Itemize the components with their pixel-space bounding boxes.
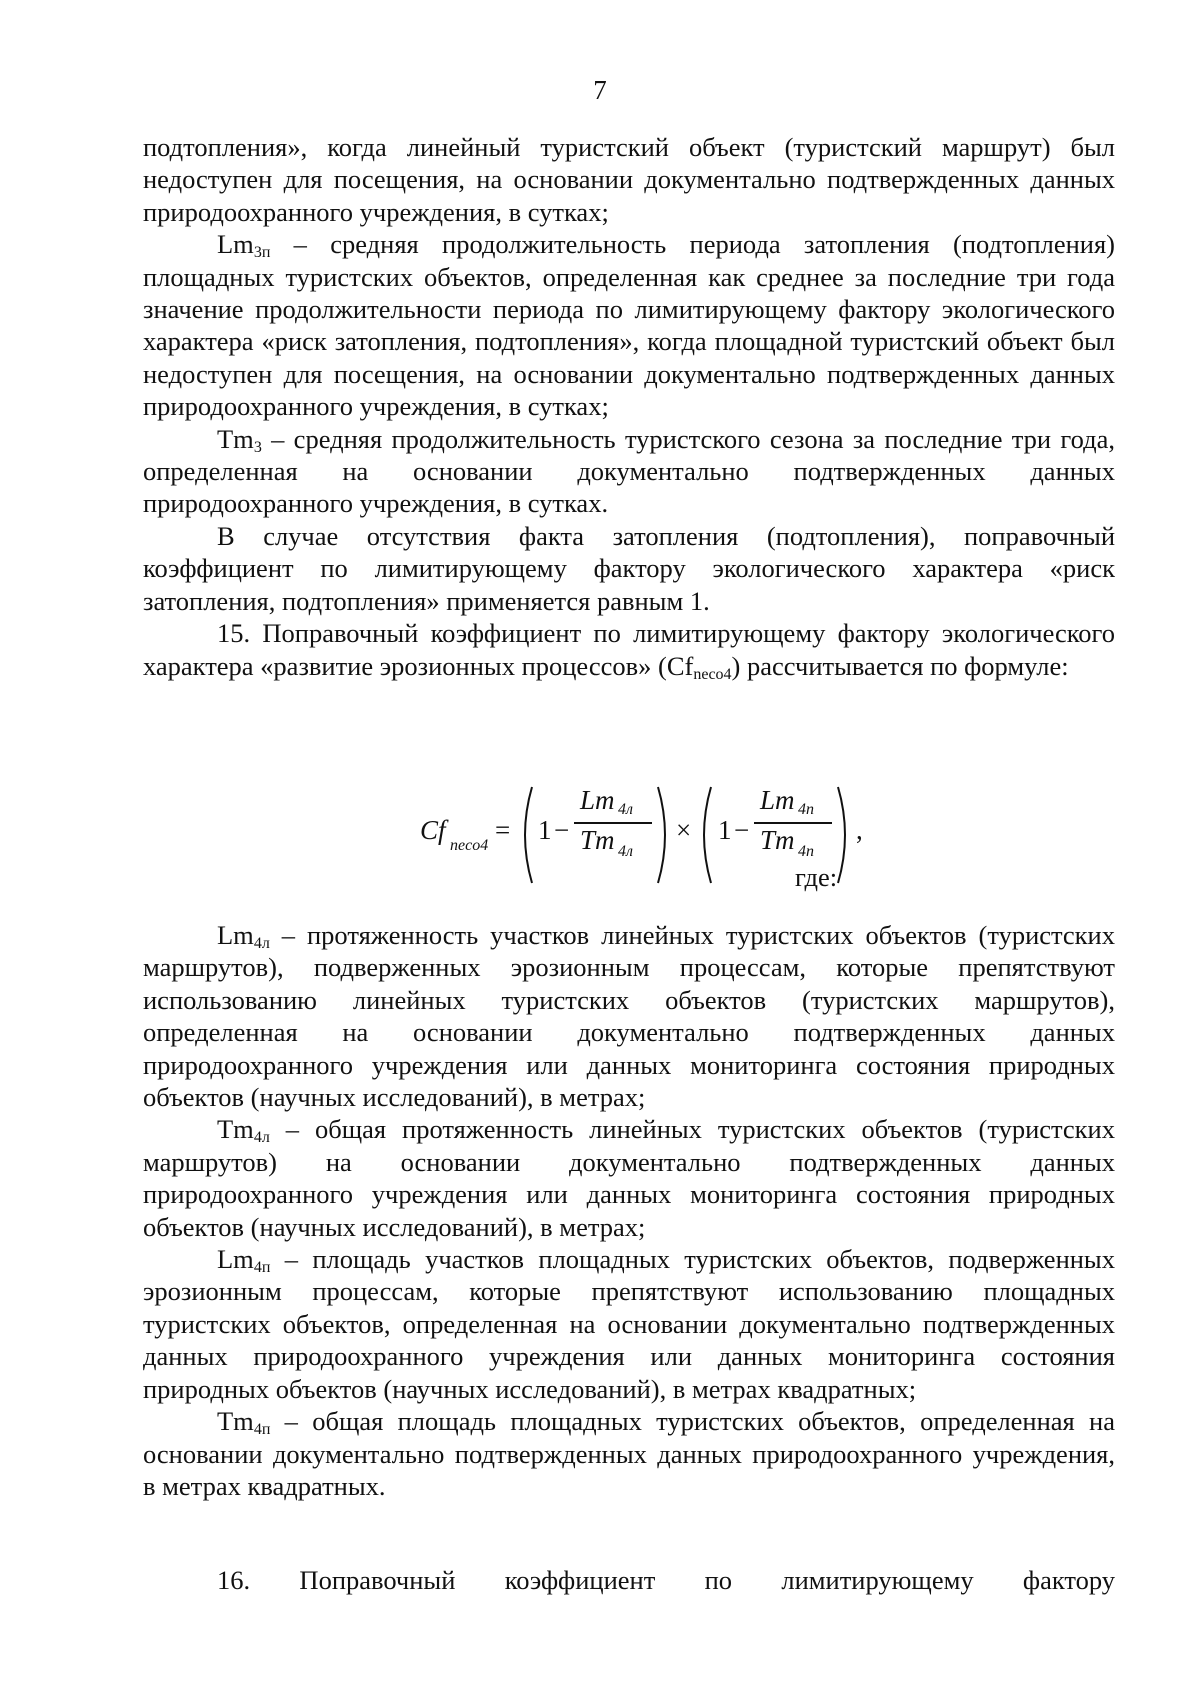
fraction1-denominator: Tm xyxy=(580,825,615,855)
formula-equals: = xyxy=(495,815,511,845)
paragraph-p7: $Tm_{4л}$ – общая протяженность линейных туристских объектов (туристских маршрутов) на основании документально подтвержденных данных природоохранного учреждения или данных мониторинга состояния природных объектов (научных исследований), в метрах; xyxy=(143,1114,1115,1242)
paragraph-16: 16. Поправочный коэффициент по лимитирующему фактору xyxy=(217,1565,1115,1595)
fraction2-denominator: Tm xyxy=(760,825,795,855)
formula-one-1: 1 xyxy=(538,815,552,845)
left-paren-1 xyxy=(516,785,534,885)
fraction2-numerator: Lm xyxy=(760,785,795,815)
fraction1-numerator: Lm xyxy=(580,785,615,815)
right-paren-1 xyxy=(656,785,674,885)
fraction2-numerator-sub: 4п xyxy=(798,801,814,818)
paragraph-p9: $Tm_{4п}$ – общая площадь площадных туристских объектов, определенная на основании документально подтвержденных данных природоохранного учреждения, в метрах квадратных. xyxy=(143,1406,1115,1501)
fraction1-numerator-sub: 4л xyxy=(618,801,633,818)
text-block-bottom xyxy=(143,919,1115,1502)
paragraph-p5: 15. Поправочный коэффициент по лимитирующему фактору экологического характера «развитие эрозионных процессов» $(Cf_{neco4})$ рассчитывается по формуле: xyxy=(143,618,1115,683)
paragraph-p8: $Lm_{4п}$ – площадь участков площадных туристских объектов, подверженных эрозионным процессам, которые препятствуют использованию площадных туристских объектов, определенная на основании документально подтвержденных данных природоохранного учреждения или данных мониторинга состояния природных объектов (научных исследований), в метрах квадратных; xyxy=(143,1244,1115,1404)
formula-lhs: Cf xyxy=(420,815,446,845)
paragraph-p6: $Lm_{4л}$ – протяженность участков линейных туристских объектов (туристских маршрутов), подверженных эрозионным процессам, которые препятствуют использованию линейных туристских объектов (туристских маршрутов), определенная на основании документально подтвержденных данных природоохранного учреждения или данных мониторинга состояния природных объектов (научных исследований), в метрах; xyxy=(143,920,1115,1113)
paragraph-p2: $Lm_{3п}$ – средняя продолжительность периода затопления (подтопления) площадных туристских объектов, определенная как среднее за последние три года значение продолжительности периода по лимитирующему фактору экологического характера «риск затопления, подтопления», когда площадной туристский объект был недоступен для посещения, на основании документально подтвержденных данных природоохранного учреждения, в сутках; xyxy=(143,229,1115,422)
fraction1-bar xyxy=(574,822,652,824)
page-number: 7 xyxy=(593,75,607,105)
formula-minus-2: − xyxy=(734,815,750,845)
formula-where-label: где: xyxy=(795,862,838,892)
formula-lhs-sub: neco4 xyxy=(450,837,489,854)
fraction2-bar xyxy=(754,822,832,824)
fraction1-denominator-sub: 4л xyxy=(618,843,633,860)
paragraph-p4: В случае отсутствия факта затопления (подтопления), поправочный коэффициент по лимитирующему фактору экологического характера «риск затопления, подтопления» применяется равным 1. xyxy=(143,520,1115,616)
formula-one-2: 1 xyxy=(718,815,732,845)
text-block-top xyxy=(143,131,1115,682)
formula-comma: , xyxy=(856,815,863,845)
paragraph-p3: $Tm_3$ – средняя продолжительность туристского сезона за последние три года, определенная на основании документально подтвержденных данных природоохранного учреждения, в сутках. xyxy=(143,423,1115,519)
formula-times: × xyxy=(676,815,692,845)
formula-minus-1: − xyxy=(554,815,570,845)
paragraph-p1: подтопления», когда линейный туристский объект (туристский маршрут) был недоступен для посещения, на основании документально подтвержденных данных природоохранного учреждения, в сутках; xyxy=(143,132,1115,227)
text-block-last xyxy=(143,1564,1115,1596)
fraction2-denominator-sub: 4п xyxy=(798,843,814,860)
right-paren-2 xyxy=(836,785,854,885)
left-paren-2 xyxy=(695,785,713,885)
formula xyxy=(420,785,980,895)
